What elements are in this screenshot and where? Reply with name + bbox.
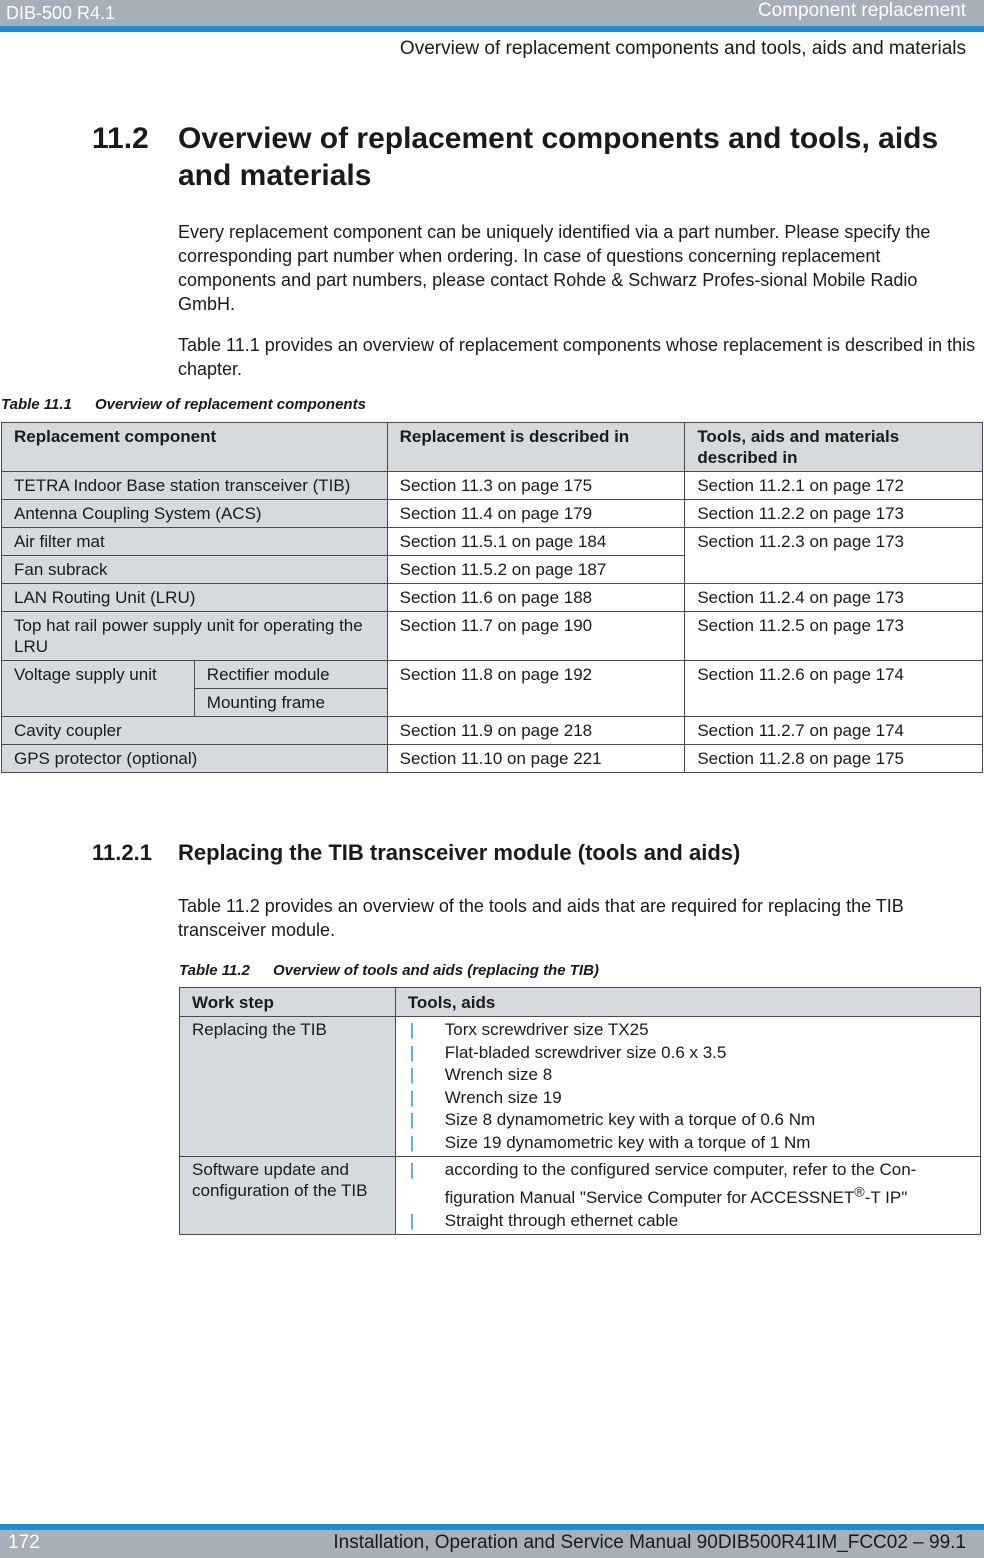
list-item-text-part: -T IP" bbox=[864, 1188, 908, 1208]
component-cell: LAN Routing Unit (LRU) bbox=[2, 584, 388, 612]
list-item bbox=[408, 1132, 968, 1155]
manual-title: Installation, Operation and Service Manual 90DIB500R41IM_FCC02 – 99.1 bbox=[333, 1532, 966, 1553]
described-cell: Section 11.3 on page 175 bbox=[387, 472, 685, 500]
tools-cell: Section 11.2.2 on page 173 bbox=[685, 500, 983, 528]
tools-cell: Section 11.2.5 on page 173 bbox=[685, 612, 983, 661]
described-cell: Section 11.5.1 on page 184 bbox=[387, 528, 685, 556]
bullet-bar: | bbox=[409, 1042, 415, 1062]
running-section-title: Overview of replacement components and tools, aids and materials bbox=[399, 38, 966, 59]
tools-cell: Section 11.2.4 on page 173 bbox=[685, 584, 983, 612]
subcomponent-cell: Rectifier module bbox=[194, 661, 387, 689]
list-item-text: Wrench size 8 bbox=[444, 1065, 553, 1084]
bullet-bar: | bbox=[409, 1132, 415, 1152]
tools-aids-table bbox=[179, 987, 981, 1235]
table-row bbox=[2, 612, 983, 661]
subsection-number: 11.2.1 bbox=[92, 840, 152, 865]
section-title: Overview of replacement components and tools, aids and materials bbox=[178, 122, 939, 192]
described-cell: Section 11.5.2 on page 187 bbox=[387, 556, 685, 584]
bullet-bar: | bbox=[409, 1110, 415, 1129]
registered-mark: ® bbox=[854, 1184, 865, 1201]
tools-cell: Section 11.2.6 on page 174 bbox=[685, 661, 983, 717]
tools-cell: Section 11.2.3 on page 173 bbox=[685, 528, 983, 584]
table-row bbox=[2, 528, 983, 556]
table1-caption bbox=[1, 396, 366, 413]
header-cell: Tools, aids bbox=[395, 988, 980, 1017]
list-item bbox=[408, 1159, 968, 1210]
bullet-bar: | bbox=[409, 1160, 415, 1179]
header-cell: Tools, aids and materials described in bbox=[685, 423, 983, 472]
work-step-cell: Replacing the TIB bbox=[180, 1017, 396, 1157]
described-cell: Section 11.9 on page 218 bbox=[387, 717, 685, 745]
table-row bbox=[2, 584, 983, 612]
tools-cell: Section 11.2.7 on page 174 bbox=[685, 717, 983, 745]
work-step-cell: Software update and configuration of the TIB bbox=[180, 1157, 396, 1235]
table-row bbox=[2, 661, 983, 689]
component-cell: Voltage supply unit bbox=[2, 661, 195, 717]
bullet-bar: | bbox=[409, 1020, 415, 1039]
list-item-text: Flat-bladed screwdriver size 0.6 x 3.5 bbox=[444, 1042, 727, 1062]
described-cell: Section 11.7 on page 190 bbox=[387, 612, 685, 661]
described-cell: Section 11.4 on page 179 bbox=[387, 500, 685, 528]
described-cell: Section 11.10 on page 221 bbox=[387, 745, 685, 773]
table-row bbox=[180, 1157, 981, 1235]
component-cell: Top hat rail power supply unit for operating the LRU bbox=[2, 612, 388, 661]
table-header-row bbox=[2, 423, 983, 472]
list-item-text: Straight through ethernet cable bbox=[444, 1210, 679, 1230]
subsection-paragraph: Table 11.2 provides an overview of the tools and aids that are required for replacing the TIB transceiver module. bbox=[178, 896, 904, 940]
subsection-title: Replacing the TIB transceiver module (tools and aids) bbox=[178, 840, 741, 865]
header-cell: Work step bbox=[180, 988, 396, 1017]
list-item-text: Size 8 dynamometric key with a torque of 0.6 Nm bbox=[444, 1110, 816, 1129]
table-row bbox=[2, 500, 983, 528]
tools-cell bbox=[395, 1017, 980, 1157]
list-item-text: Wrench size 19 bbox=[444, 1087, 562, 1107]
described-cell: Section 11.6 on page 188 bbox=[387, 584, 685, 612]
component-cell: GPS protector (optional) bbox=[2, 745, 388, 773]
table-row bbox=[2, 745, 983, 773]
list-item-text: Size 19 dynamometric key with a torque of 1 Nm bbox=[444, 1132, 811, 1152]
list-item bbox=[408, 1087, 968, 1110]
header-cell: Replacement is described in bbox=[387, 423, 685, 472]
component-cell: Antenna Coupling System (ACS) bbox=[2, 500, 388, 528]
table-row bbox=[180, 1017, 981, 1157]
list-item bbox=[408, 1064, 968, 1087]
doc-id: DIB-500 R4.1 bbox=[6, 3, 116, 23]
chapter-title: Component replacement bbox=[757, 0, 966, 21]
bullet-bar: | bbox=[409, 1087, 415, 1107]
tools-list bbox=[408, 1159, 968, 1232]
page-footer-bar bbox=[0, 1530, 984, 1558]
subcomponent-cell: Mounting frame bbox=[194, 689, 387, 717]
table2-caption-text: Overview of tools and aids (replacing the TIB) bbox=[273, 962, 599, 979]
table-header-row bbox=[180, 988, 981, 1017]
header-cell: Replacement component bbox=[2, 423, 388, 472]
list-item bbox=[408, 1019, 968, 1042]
tools-list bbox=[408, 1019, 968, 1154]
section-number: 11.2 bbox=[92, 122, 149, 155]
tools-cell bbox=[395, 1157, 980, 1235]
table-row bbox=[2, 472, 983, 500]
described-cell: Section 11.8 on page 192 bbox=[387, 661, 685, 717]
component-cell: TETRA Indoor Base station transceiver (TIB) bbox=[2, 472, 388, 500]
table2-caption bbox=[179, 962, 599, 979]
bullet-bar: | bbox=[409, 1065, 415, 1084]
intro-paragraph: Every replacement component can be uniquely identified via a part number. Please specify the corresponding part number when ordering. In case of questions concerning replacement components and part numbers, please contact Rohde & Schwarz Profes-sional Mobile Radio GmbH. bbox=[178, 222, 931, 314]
table-row bbox=[2, 717, 983, 745]
tools-cell: Section 11.2.8 on page 175 bbox=[685, 745, 983, 773]
list-item-text-part: according to the configured service computer, refer to the Con-figuration Manual "Service Computer for ACCESSNET bbox=[444, 1160, 917, 1208]
table1-caption-number: Table 11.1 bbox=[1, 396, 72, 413]
component-cell: Air filter mat bbox=[2, 528, 388, 556]
table1-caption-text: Overview of replacement components bbox=[95, 396, 366, 413]
list-item-text bbox=[445, 1160, 917, 1207]
bullet-bar: | bbox=[409, 1210, 415, 1230]
table2-caption-number: Table 11.2 bbox=[179, 962, 250, 979]
component-cell: Fan subrack bbox=[2, 556, 388, 584]
table-intro-paragraph: Table 11.1 provides an overview of replacement components whose replacement is described in this chapter. bbox=[178, 335, 976, 379]
page-header-bar bbox=[0, 0, 984, 26]
header-accent-line bbox=[0, 26, 984, 32]
list-item-text: Torx screwdriver size TX25 bbox=[444, 1020, 649, 1039]
list-item bbox=[408, 1109, 968, 1132]
list-item bbox=[408, 1210, 968, 1233]
component-cell: Cavity coupler bbox=[2, 717, 388, 745]
replacement-components-table bbox=[1, 422, 983, 773]
page-number: 172 bbox=[8, 1532, 40, 1553]
tools-cell: Section 11.2.1 on page 172 bbox=[685, 472, 983, 500]
list-item bbox=[408, 1042, 968, 1065]
